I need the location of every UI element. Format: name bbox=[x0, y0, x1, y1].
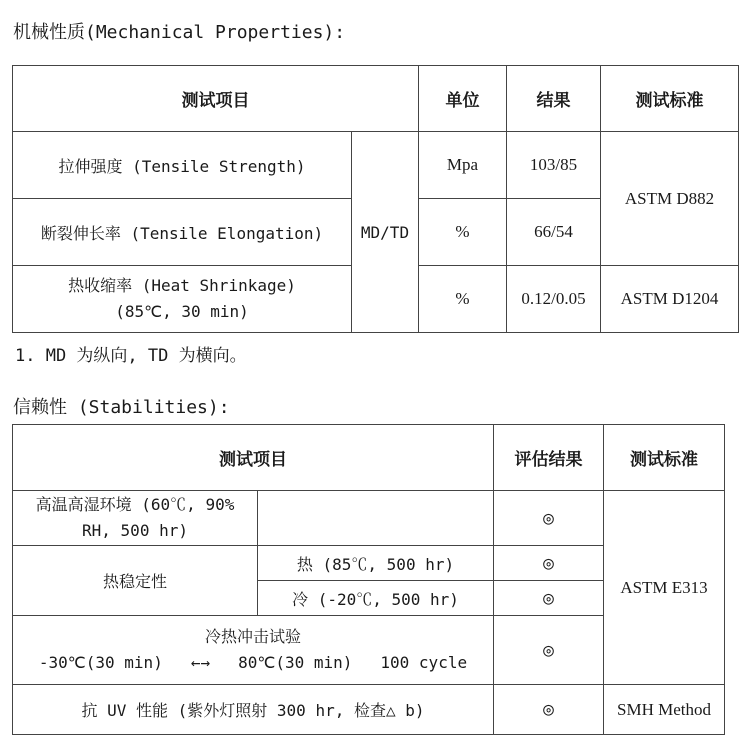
header-standard: 测试标准 bbox=[604, 425, 725, 491]
shock-arrow-icon: ←→ bbox=[190, 653, 211, 672]
humidity-line1: 高温高湿环境 (60℃, 90% bbox=[35, 495, 235, 514]
hot-condition: 热 (85℃, 500 hr) bbox=[258, 546, 494, 581]
mechanical-heading: 机械性质(Mechanical Properties): bbox=[13, 22, 346, 43]
tensile-standard: ASTM D882 bbox=[601, 132, 739, 266]
heat-shrinkage-item bbox=[13, 266, 352, 333]
direction-note: 1. MD 为纵向, TD 为横向。 bbox=[15, 346, 247, 366]
uv-resistance-item: 抗 UV 性能 (紫外灯照射 300 hr, 检查△ b) bbox=[13, 685, 494, 735]
thermal-stability-item: 热稳定性 bbox=[13, 546, 258, 616]
tensile-elongation-result: 66/54 bbox=[507, 199, 601, 266]
thermal-shock-detail bbox=[16, 650, 490, 676]
heat-shrinkage-standard: ASTM D1204 bbox=[601, 266, 739, 333]
uv-standard: SMH Method bbox=[604, 685, 725, 735]
thermal-shock-item bbox=[13, 616, 494, 685]
tensile-strength-result: 103/85 bbox=[507, 132, 601, 199]
stability-table bbox=[12, 424, 725, 735]
uv-result: ◎ bbox=[494, 685, 604, 735]
heat-shrinkage-line2: (85℃, 30 min) bbox=[115, 302, 249, 321]
shock-low: -30℃(30 min) bbox=[38, 653, 163, 672]
hot-result: ◎ bbox=[494, 546, 604, 581]
humidity-blank bbox=[258, 491, 494, 546]
tensile-elongation-unit: % bbox=[419, 199, 507, 266]
shock-high: 80℃(30 min) bbox=[238, 653, 353, 672]
tensile-elongation-item: 断裂伸长率 (Tensile Elongation) bbox=[13, 199, 352, 266]
header-result: 结果 bbox=[507, 66, 601, 132]
heat-shrinkage-result: 0.12/0.05 bbox=[507, 266, 601, 333]
stability-standard: ASTM E313 bbox=[604, 491, 725, 685]
direction-cell: MD/TD bbox=[352, 132, 419, 333]
thermal-shock-title: 冷热冲击试验 bbox=[204, 627, 301, 646]
humidity-result: ◎ bbox=[494, 491, 604, 546]
mechanical-table bbox=[12, 65, 739, 333]
tensile-strength-unit: Mpa bbox=[419, 132, 507, 199]
shock-cycles: 100 cycle bbox=[380, 653, 468, 672]
heat-shrinkage-line1: 热收缩率 (Heat Shrinkage) bbox=[68, 276, 296, 295]
tensile-strength-item: 拉伸强度 (Tensile Strength) bbox=[13, 132, 352, 199]
header-test-item: 测试项目 bbox=[13, 425, 494, 491]
header-standard: 测试标准 bbox=[601, 66, 739, 132]
humidity-item bbox=[13, 491, 258, 546]
cold-result: ◎ bbox=[494, 581, 604, 616]
thermal-shock-result: ◎ bbox=[494, 616, 604, 685]
humidity-line2: RH, 500 hr) bbox=[82, 521, 188, 540]
header-test-item: 测试项目 bbox=[13, 66, 419, 132]
heat-shrinkage-unit: % bbox=[419, 266, 507, 333]
header-unit: 单位 bbox=[419, 66, 507, 132]
header-evaluation: 评估结果 bbox=[494, 425, 604, 491]
cold-condition: 冷 (-20℃, 500 hr) bbox=[258, 581, 494, 616]
stability-heading: 信赖性 (Stabilities): bbox=[13, 397, 230, 418]
